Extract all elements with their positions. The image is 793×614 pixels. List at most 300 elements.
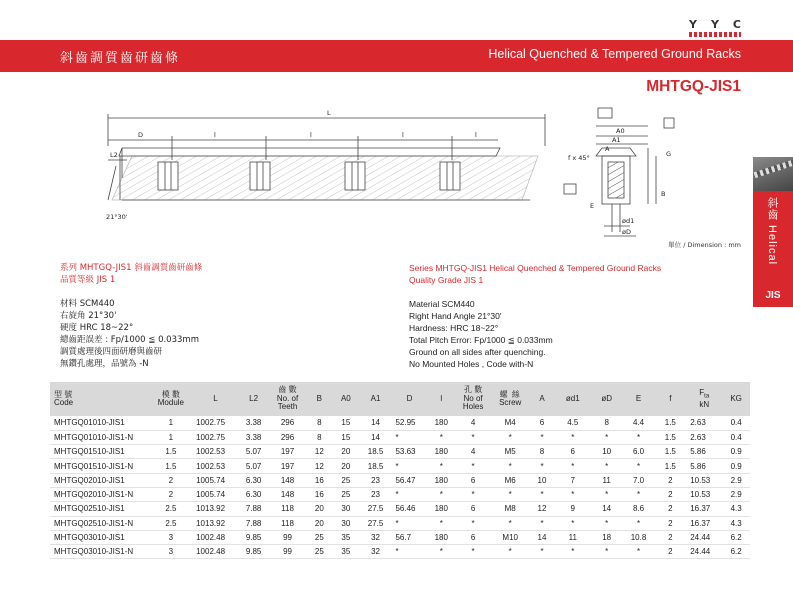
table-cell: 9.85 <box>239 545 269 559</box>
table-cell: * <box>555 516 591 530</box>
dim-label-l: l <box>214 131 216 139</box>
column-header-text: øD <box>601 393 613 403</box>
table-cell: * <box>529 516 554 530</box>
column-header-text: L2 <box>249 393 259 403</box>
column-header <box>623 382 655 416</box>
table-cell: MHTGQ01010-JIS1 <box>50 416 150 430</box>
table-cell: MHTGQ01510-JIS1-N <box>50 459 150 473</box>
table-cell: 148 <box>268 473 306 487</box>
column-header-text: D <box>406 393 413 403</box>
table-cell: 5.07 <box>239 459 269 473</box>
table-cell: 118 <box>268 502 306 516</box>
table-cell: * <box>391 516 427 530</box>
table-cell: * <box>623 545 655 559</box>
dim-label-L: L <box>327 109 331 117</box>
table-cell: 1002.48 <box>192 530 239 544</box>
spec-table <box>50 382 750 559</box>
table-cell: * <box>555 545 591 559</box>
table-cell: 25 <box>332 473 360 487</box>
column-header-text: E <box>635 393 642 403</box>
column-header <box>239 382 269 416</box>
table-cell: 18.5 <box>360 459 392 473</box>
dim-label-D-dia: øD <box>622 228 631 236</box>
table-cell: * <box>491 545 529 559</box>
table-cell: 4 <box>455 445 491 459</box>
column-header-text: No. of <box>276 393 299 403</box>
table-cell: 30 <box>332 516 360 530</box>
table-cell: 12 <box>529 502 554 516</box>
table-cell: * <box>555 487 591 501</box>
column-header-text: Code <box>54 398 74 407</box>
quality-grade-cn: 品質等級 JIS 1 <box>60 275 116 285</box>
page-title-en: Helical Quenched & Tempered Ground Racks <box>488 47 741 61</box>
table-cell: 0.9 <box>722 445 750 459</box>
table-cell: * <box>455 545 491 559</box>
table-cell: 2 <box>654 502 686 516</box>
table-cell: M10 <box>491 530 529 544</box>
dim-label-l: l <box>475 131 477 139</box>
table-cell: 8 <box>307 430 332 444</box>
table-cell: 1002.53 <box>192 459 239 473</box>
table-cell: * <box>591 459 623 473</box>
column-header <box>332 382 360 416</box>
quality-grade-en: Quality Grade JIS 1 <box>409 275 484 285</box>
table-row <box>50 545 750 559</box>
table-cell: 16 <box>307 487 332 501</box>
column-header-text: KG <box>730 393 742 403</box>
table-cell: 6 <box>455 502 491 516</box>
table-cell: 197 <box>268 445 306 459</box>
table-row <box>50 430 750 444</box>
desc-heading-cn <box>60 262 202 286</box>
column-header <box>150 382 192 416</box>
table-cell: 180 <box>428 502 456 516</box>
table-cell: 24.44 <box>686 545 722 559</box>
table-cell: 1.5 <box>150 459 192 473</box>
table-cell: M8 <box>491 502 529 516</box>
table-cell: * <box>491 459 529 473</box>
series-title-cn: 系列 MHTGQ-JIS1 斜齒調質齒研齒條 <box>60 263 203 273</box>
table-cell: 35 <box>332 545 360 559</box>
table-cell: 197 <box>268 459 306 473</box>
column-header-text: kN <box>699 399 710 409</box>
table-cell: 10 <box>591 445 623 459</box>
table-cell: 53.63 <box>391 445 427 459</box>
series-title-en: Series MHTGQ-JIS1 Helical Quenched & Tempered Ground Racks <box>409 263 662 273</box>
table-cell: 2 <box>654 516 686 530</box>
table-cell: 11 <box>591 473 623 487</box>
table-cell: * <box>428 545 456 559</box>
table-cell: MHTGQ01510-JIS1 <box>50 445 150 459</box>
table-cell: 0.4 <box>722 416 750 430</box>
table-cell: 6 <box>455 530 491 544</box>
dim-label-A1: A1 <box>612 136 621 144</box>
spec-line: Material SCM440 <box>409 299 475 309</box>
table-cell: 11 <box>555 530 591 544</box>
table-cell: 3 <box>150 530 192 544</box>
side-tab-jis: JIS <box>765 290 781 301</box>
table-cell: 16.37 <box>686 502 722 516</box>
table-cell: 180 <box>428 445 456 459</box>
desc-heading-en <box>409 262 661 286</box>
table-cell: 25 <box>307 545 332 559</box>
table-header <box>50 382 750 416</box>
table-cell: 4.3 <box>722 502 750 516</box>
column-header-text: Module <box>157 398 185 407</box>
table-cell: 56.47 <box>391 473 427 487</box>
brand-letter: C <box>732 18 741 31</box>
spec-line: Hardness: HRC 18~22° <box>409 323 499 334</box>
model-code: MHTGQ-JIS1 <box>646 78 741 95</box>
column-header-text: L <box>213 393 218 403</box>
table-cell: 8 <box>529 445 554 459</box>
table-cell: MHTGQ03010-JIS1-N <box>50 545 150 559</box>
table-cell: 2 <box>654 545 686 559</box>
table-cell: 27.5 <box>360 502 392 516</box>
table-cell: MHTGQ02510-JIS1 <box>50 502 150 516</box>
table-cell: 5.07 <box>239 445 269 459</box>
column-header <box>555 382 591 416</box>
table-cell: * <box>428 487 456 501</box>
table-cell: 1002.53 <box>192 445 239 459</box>
dim-label-chamfer: f x 45° <box>568 154 590 162</box>
table-cell: 1 <box>150 416 192 430</box>
table-cell: 14 <box>360 416 392 430</box>
table-cell: 24.44 <box>686 530 722 544</box>
table-cell: * <box>391 545 427 559</box>
dim-label-G: G <box>666 150 672 158</box>
column-header-text: f <box>669 393 672 403</box>
table-cell: * <box>555 430 591 444</box>
dim-label-B: B <box>661 190 666 198</box>
table-cell: 15 <box>332 430 360 444</box>
table-cell: 4.5 <box>555 416 591 430</box>
table-cell: 3 <box>150 545 192 559</box>
table-row <box>50 473 750 487</box>
table-cell: 1.5 <box>654 430 686 444</box>
table-cell: 35 <box>332 530 360 544</box>
column-header <box>50 382 150 416</box>
table-cell: 23 <box>360 487 392 501</box>
brand-wave-icon <box>689 32 741 37</box>
table-cell: 32 <box>360 545 392 559</box>
table-cell: * <box>529 545 554 559</box>
dimension-note: 單位 / Dimension : mm <box>668 241 741 249</box>
table-cell: 18 <box>591 530 623 544</box>
table-cell: 296 <box>268 430 306 444</box>
table-cell: 9 <box>555 502 591 516</box>
spec-line: 右旋角 21°30' <box>60 311 117 322</box>
table-cell: * <box>591 545 623 559</box>
table-cell: * <box>623 487 655 501</box>
table-cell: 0.4 <box>722 430 750 444</box>
column-header-text: B <box>316 393 323 403</box>
column-header <box>686 382 722 416</box>
column-header <box>455 382 491 416</box>
column-header <box>529 382 554 416</box>
table-cell: 12 <box>307 459 332 473</box>
table-cell: * <box>391 430 427 444</box>
table-cell: 148 <box>268 487 306 501</box>
table-cell: 9.85 <box>239 530 269 544</box>
table-cell: 7 <box>555 473 591 487</box>
table-cell: 6 <box>455 473 491 487</box>
table-cell: 6.30 <box>239 473 269 487</box>
table-cell: MHTGQ02010-JIS1 <box>50 473 150 487</box>
table-cell: 1005.74 <box>192 487 239 501</box>
table-cell: 1002.75 <box>192 416 239 430</box>
table-cell: 7.88 <box>239 516 269 530</box>
table-cell: 27.5 <box>360 516 392 530</box>
table-cell: 2 <box>654 473 686 487</box>
table-cell: 99 <box>268 545 306 559</box>
table-cell: 1 <box>150 430 192 444</box>
column-header-text: No of <box>463 393 483 403</box>
table-cell: * <box>455 516 491 530</box>
table-cell: 3.38 <box>239 416 269 430</box>
table-cell: 99 <box>268 530 306 544</box>
table-cell: 7.88 <box>239 502 269 516</box>
table-cell: 6.30 <box>239 487 269 501</box>
table-cell: * <box>591 430 623 444</box>
table-row <box>50 416 750 430</box>
table-cell: 1005.74 <box>192 473 239 487</box>
dim-label-L2: L2 <box>110 151 118 159</box>
dim-label-E: E <box>590 202 595 210</box>
column-header <box>268 382 306 416</box>
table-cell: 296 <box>268 416 306 430</box>
spec-list-cn <box>60 298 199 371</box>
table-cell: * <box>491 516 529 530</box>
column-header-text: ød1 <box>565 393 580 403</box>
table-cell: MHTGQ02510-JIS1-N <box>50 516 150 530</box>
table-cell: 25 <box>332 487 360 501</box>
table-cell: * <box>529 459 554 473</box>
table-cell: MHTGQ01010-JIS1-N <box>50 430 150 444</box>
spec-line: 總齒距誤差 : Fp/1000 ≦ 0.033mm <box>60 335 199 346</box>
column-header-text: A <box>539 393 545 403</box>
spec-line: Ground on all sides after quenching. <box>409 347 546 358</box>
table-cell: 4 <box>455 416 491 430</box>
table-cell: 1002.75 <box>192 430 239 444</box>
table-cell: 5.86 <box>686 459 722 473</box>
brand-letter: Y <box>689 18 697 31</box>
table-cell: 5.86 <box>686 445 722 459</box>
table-cell: 14 <box>360 430 392 444</box>
dim-label-A: A <box>605 145 610 153</box>
dim-label-angle: 21°30' <box>106 213 128 221</box>
table-cell: 2 <box>654 487 686 501</box>
spec-line: 材料 SCM440 <box>60 299 115 309</box>
column-header-text: 型 號 <box>54 389 73 399</box>
table-cell: 20 <box>307 516 332 530</box>
column-header-text: Screw <box>499 398 522 407</box>
column-header <box>654 382 686 416</box>
column-header-text: A1 <box>370 393 381 403</box>
column-header <box>192 382 239 416</box>
dim-label-d1: ød1 <box>622 217 635 225</box>
column-header-text: l <box>440 393 443 403</box>
table-cell: 1013.92 <box>192 516 239 530</box>
table-cell: * <box>428 516 456 530</box>
table-cell: * <box>529 487 554 501</box>
table-cell: 20 <box>332 445 360 459</box>
column-header <box>391 382 427 416</box>
table-cell: 4.3 <box>722 516 750 530</box>
table-cell: * <box>491 487 529 501</box>
table-cell: * <box>591 487 623 501</box>
table-cell: * <box>555 459 591 473</box>
spec-line: Right Hand Angle 21°30' <box>409 311 502 322</box>
table-cell: 6.2 <box>722 545 750 559</box>
table-cell: 4.4 <box>623 416 655 430</box>
title-bar <box>0 40 793 72</box>
spec-line: 調質處理後四面研磨與齒研 <box>60 347 163 358</box>
table-cell: 14 <box>591 502 623 516</box>
table-cell: 1.5 <box>654 445 686 459</box>
table-cell: 12 <box>307 445 332 459</box>
table-cell: MHTGQ02010-JIS1-N <box>50 487 150 501</box>
table-cell: 15 <box>332 416 360 430</box>
table-cell: 2.63 <box>686 416 722 430</box>
table-cell: 118 <box>268 516 306 530</box>
table-cell: 23 <box>360 473 392 487</box>
table-cell: 20 <box>332 459 360 473</box>
spec-line: 硬度 HRC 18~22° <box>60 323 134 334</box>
table-cell: 10 <box>529 473 554 487</box>
table-cell: 16.37 <box>686 516 722 530</box>
table-row <box>50 530 750 544</box>
spec-line: Total Pitch Error: Fp/1000 ≦ 0.033mm <box>409 335 553 346</box>
column-header-text: 螺 絲 <box>499 389 521 399</box>
table-cell: 2.63 <box>686 430 722 444</box>
table-cell: * <box>428 430 456 444</box>
table-cell: * <box>529 430 554 444</box>
table-cell: 32 <box>360 530 392 544</box>
table-row <box>50 487 750 501</box>
table-cell: 180 <box>428 473 456 487</box>
table-cell: 10.8 <box>623 530 655 544</box>
table-cell: 2.9 <box>722 487 750 501</box>
table-cell: 6 <box>555 445 591 459</box>
table-cell: 2 <box>654 530 686 544</box>
table-cell: 2.5 <box>150 516 192 530</box>
table-cell: 14 <box>529 530 554 544</box>
column-header <box>491 382 529 416</box>
table-cell: 52.95 <box>391 416 427 430</box>
table-cell: * <box>623 459 655 473</box>
spec-line: 無鑽孔處理，品號為 -N <box>60 359 149 370</box>
table-cell: * <box>391 487 427 501</box>
column-header-text: Teeth <box>277 402 298 412</box>
table-cell: 2.9 <box>722 473 750 487</box>
table-cell: 16 <box>307 473 332 487</box>
table-cell: M4 <box>491 416 529 430</box>
table-cell: 8.6 <box>623 502 655 516</box>
table-cell: 2 <box>150 487 192 501</box>
column-header <box>722 382 750 416</box>
table-cell: * <box>455 430 491 444</box>
brand-letter: Y <box>710 18 719 31</box>
table-cell: 0.9 <box>722 459 750 473</box>
table-cell: 10.53 <box>686 487 722 501</box>
table-cell: 2.5 <box>150 502 192 516</box>
column-header <box>307 382 332 416</box>
table-cell: 30 <box>332 502 360 516</box>
column-header-text: 模 數 <box>161 389 181 399</box>
table-row <box>50 445 750 459</box>
side-tab-label: 斜齒 Helical <box>766 197 778 266</box>
dim-label-A0: A0 <box>616 127 625 135</box>
column-header-text: Holes <box>462 402 484 412</box>
table-cell: 20 <box>307 502 332 516</box>
table-row <box>50 502 750 516</box>
table-row <box>50 459 750 473</box>
table-cell: 10.53 <box>686 473 722 487</box>
table-cell: 18.5 <box>360 445 392 459</box>
table-cell: MHTGQ03010-JIS1 <box>50 530 150 544</box>
table-cell: * <box>623 516 655 530</box>
column-header-text: 齒 數 <box>278 385 297 395</box>
technical-drawing <box>0 96 793 256</box>
column-header-text: A0 <box>340 393 351 403</box>
table-cell: 8 <box>591 416 623 430</box>
column-header <box>360 382 392 416</box>
table-cell: 1013.92 <box>192 502 239 516</box>
table-cell: 2 <box>150 473 192 487</box>
table-cell: * <box>455 487 491 501</box>
table-cell: M6 <box>491 473 529 487</box>
table-cell: * <box>455 459 491 473</box>
dim-label-l: l <box>310 131 312 139</box>
table-cell: 7.0 <box>623 473 655 487</box>
table-cell: * <box>391 459 427 473</box>
table-cell: * <box>491 430 529 444</box>
table-cell: 1.5 <box>654 416 686 430</box>
column-header <box>428 382 456 416</box>
table-cell: 6.2 <box>722 530 750 544</box>
column-header <box>591 382 623 416</box>
table-cell: 180 <box>428 530 456 544</box>
brand-logo <box>689 18 741 37</box>
table-cell: * <box>428 459 456 473</box>
table-cell: 180 <box>428 416 456 430</box>
dim-label-l: l <box>402 131 404 139</box>
table-cell: M5 <box>491 445 529 459</box>
table-cell: 1.5 <box>654 459 686 473</box>
spec-list-en <box>409 298 553 371</box>
column-header-text: $F_{ta}$ <box>699 387 710 400</box>
column-header-text: 孔 數 <box>463 385 483 395</box>
table-cell: 56.46 <box>391 502 427 516</box>
table-body <box>50 416 750 559</box>
page-title-cn: 斜齒調質齒研齒條 <box>60 51 181 66</box>
table-cell: 1.5 <box>150 445 192 459</box>
table-row <box>50 516 750 530</box>
spec-line: No Mounted Holes , Code with-N <box>409 359 534 370</box>
table-cell: 56.7 <box>391 530 427 544</box>
table-cell: 8 <box>307 416 332 430</box>
table-cell: 6 <box>529 416 554 430</box>
dim-label-D: D <box>138 131 144 139</box>
table-cell: 6.0 <box>623 445 655 459</box>
rack-side-view <box>108 114 545 200</box>
table-cell: 3.38 <box>239 430 269 444</box>
table-cell: * <box>591 516 623 530</box>
table-cell: 25 <box>307 530 332 544</box>
table-cell: * <box>623 430 655 444</box>
table-cell: 1002.48 <box>192 545 239 559</box>
